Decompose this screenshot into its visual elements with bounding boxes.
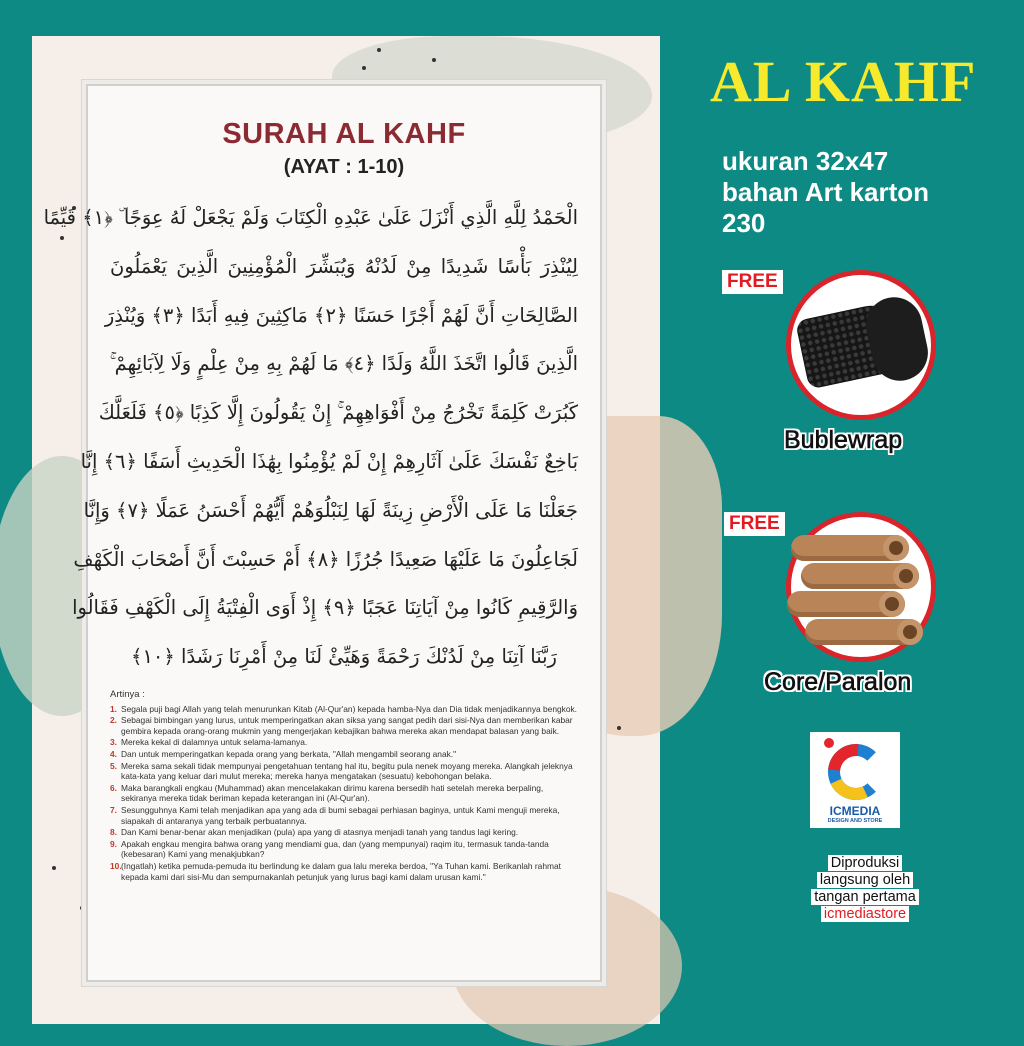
icmedia-logo xyxy=(810,732,900,828)
arabic-line: كَبُرَتْ كَلِمَةً تَخْرُجُ مِنْ أَفْوَاهِهِمْ ۚ إِنْ يَقُولُونَ إِلَّا كَذِبًا ﴿٥﴾ فَلَعَلَّكَ xyxy=(98,401,578,425)
poster xyxy=(32,36,660,1024)
translation-text: Maka barangkali engkau (Muhammad) akan mencelakakan dirimu karena bersedih hati setelah mereka berpaling, sekiranya mereka tidak beriman kepada keterangan ini (Al-Qur'an). xyxy=(121,782,544,804)
translation-item xyxy=(110,715,578,736)
logo-tagline: DESIGN AND STORE xyxy=(827,818,883,824)
translation-text: Dan untuk memperingatkan kepada orang yang berkata, "Allah mengambil seorang anak." xyxy=(121,748,457,759)
translation-item xyxy=(110,761,578,782)
poster-frame xyxy=(43,84,602,982)
translation-text: Segala puji bagi Allah yang telah menurunkan Kitab (Al-Qur'an) kepada hamba-Nya dan Dia tidak menjadikannya bengkok. xyxy=(121,703,577,714)
tube-icon xyxy=(801,563,919,589)
translation-number: 7. xyxy=(110,804,117,815)
bonus-label-core: Core/Paralon xyxy=(764,668,912,696)
arabic-line: وَالرَّقِيمِ كَانُوا مِنْ آيَاتِنَا عَجَبًا ﴿٩﴾ إِذْ أَوَى الْفِتْيَةُ إِلَى الْكَهْفِ فَقَالُوا xyxy=(72,596,578,620)
translation-item xyxy=(110,749,578,760)
producer-line: tangan pertama xyxy=(811,889,919,905)
translation-heading: Artinya : xyxy=(110,689,145,700)
tube-icon xyxy=(805,619,923,645)
poster-title: SURAH AL KAHF xyxy=(222,118,466,150)
product-headline: AL KAHF xyxy=(710,49,977,114)
product-specs xyxy=(722,146,929,239)
arabic-line: الَّذِينَ قَالُوا اتَّخَذَ اللَّهُ وَلَدًا ﴿٤﴾ مَا لَهُمْ بِهِ مِنْ عِلْمٍ وَلَا لِآبَائِهِمْ ۚ xyxy=(109,352,578,376)
arabic-line: الْحَمْدُ لِلَّهِ الَّذِي أَنْزَلَ عَلَىٰ عَبْدِهِ الْكِتَابَ وَلَمْ يَجْعَلْ لَهُ عِوَجًا ۜ ﴿١﴾ قَيِّمًا xyxy=(43,206,578,229)
translation-item xyxy=(110,827,578,838)
arabic-line: جَعَلْنَا مَا عَلَى الْأَرْضِ زِينَةً لَهَا لِنَبْلُوَهُمْ أَيُّهُمْ أَحْسَنُ عَمَلًا ﴿٧﴾ وَإِنَّا xyxy=(83,498,578,522)
bonus-label-bubblewrap: Bublewrap xyxy=(784,426,903,454)
translation-text: Mereka sama sekali tidak mempunyai pengetahuan tentang hal itu, begitu pula nenek moyang mereka. Alangkah jeleknya kata-kata yang keluar dari mulut mereka; mereka hanya mengatakan (sesuatu) kebohongan belaka. xyxy=(121,760,573,782)
tube-icon xyxy=(787,591,905,617)
core-tube-image xyxy=(786,512,936,662)
translation-text: Sebagai bimbingan yang lurus, untuk memperingatkan akan siksa yang sangat pedih dari sisi-Nya dan memberikan kabar gembira kepada orang-orang mukmin yang mengerjakan kebajikan bahwa mereka akan mendapat balasan yang baik. xyxy=(121,715,573,736)
spec-line: bahan Art karton xyxy=(722,177,930,207)
translation-number: 4. xyxy=(110,748,117,759)
translation-number: 9. xyxy=(110,838,117,849)
store-name: icmediastore xyxy=(821,906,909,922)
arabic-line: الصَّالِحَاتِ أَنَّ لَهُمْ أَجْرًا حَسَنًا ﴿٢﴾ مَاكِثِينَ فِيهِ أَبَدًا ﴿٣﴾ وَيُنْذِرَ xyxy=(104,303,578,327)
poster-subtitle: (AYAT : 1-10) xyxy=(283,156,405,178)
arabic-line: لِيُنْذِرَ بَأْسًا شَدِيدًا مِنْ لَدُنْهُ وَيُبَشِّرَ الْمُؤْمِنِينَ الَّذِينَ يَعْمَلُونَ xyxy=(110,254,578,278)
producer-line: Diproduksi xyxy=(828,855,903,871)
translation-number: 1. xyxy=(110,703,117,714)
arabic-text xyxy=(43,194,578,682)
translation-item xyxy=(110,783,578,804)
translation-text: Mereka kekal di dalamnya untuk selama-lamanya. xyxy=(121,737,308,748)
logo-name: ICMEDIA xyxy=(829,804,881,818)
bubblewrap-image xyxy=(786,270,936,420)
translation-item xyxy=(110,805,578,826)
translation-item xyxy=(110,861,578,882)
translation-item xyxy=(110,737,578,748)
translation-text: Sesungguhnya Kami telah menjadikan apa yang ada di bumi sebagai perhiasan baginya, untuk Kami menguji mereka, siapakah di antaranya yang terbaik perbuatannya. xyxy=(121,804,560,826)
spec-line: ukuran 32x47 xyxy=(722,146,889,176)
free-badge: FREE xyxy=(724,512,785,536)
translation-text: Dan Kami benar-benar akan menjadikan (pula) apa yang di atasnya menjadi tanah yang tandus lagi kering. xyxy=(121,827,519,838)
arabic-line: لَجَاعِلُونَ مَا عَلَيْهَا صَعِيدًا جُرُزًا ﴿٨﴾ أَمْ حَسِبْتَ أَنَّ أَصْحَابَ الْكَهْفِ xyxy=(73,547,578,571)
translation-text: (Ingatlah) ketika pemuda-pemuda itu berlindung ke dalam gua lalu mereka berdoa, "Ya Tuhan kami. Berikanlah rahmat kepada kami dari sisi-Mu dan sempurnakanlah petunjuk yang lurus bagi kami dalam urusan kami." xyxy=(121,860,561,882)
translation-text: Apakah engkau mengira bahwa orang yang mendiami gua, dan (yang mempunyai) raqim itu, termasuk tanda-tanda (kebesaran) Kami yang menakjubkan? xyxy=(121,838,549,860)
free-badge: FREE xyxy=(722,270,783,294)
arabic-line: رَبَّنَا آتِنَا مِنْ لَدُنْكَ رَحْمَةً وَهَيِّئْ لَنَا مِنْ أَمْرِنَا رَشَدًا ﴿١٠﴾ xyxy=(131,645,557,669)
tube-icon xyxy=(791,535,909,561)
translation-item xyxy=(110,839,578,860)
translation-number: 5. xyxy=(110,760,117,771)
translation-number: 3. xyxy=(110,737,117,748)
translation-list xyxy=(110,704,578,883)
translation-number: 2. xyxy=(110,715,117,726)
producer-note xyxy=(793,855,937,923)
translation-item xyxy=(110,704,578,715)
arabic-line: بَاخِعٌ نَفْسَكَ عَلَىٰ آثَارِهِمْ إِنْ لَمْ يُؤْمِنُوا بِهَٰذَا الْحَدِيثِ أَسَفًا ﴿٦﴾ إِنَّا xyxy=(80,449,578,473)
translation-number: 10. xyxy=(110,860,122,871)
translation-number: 6. xyxy=(110,782,117,793)
producer-line: langsung oleh xyxy=(817,872,913,888)
translation-number: 8. xyxy=(110,827,117,838)
translation-section xyxy=(110,690,578,883)
spec-line: 230 xyxy=(722,208,766,238)
